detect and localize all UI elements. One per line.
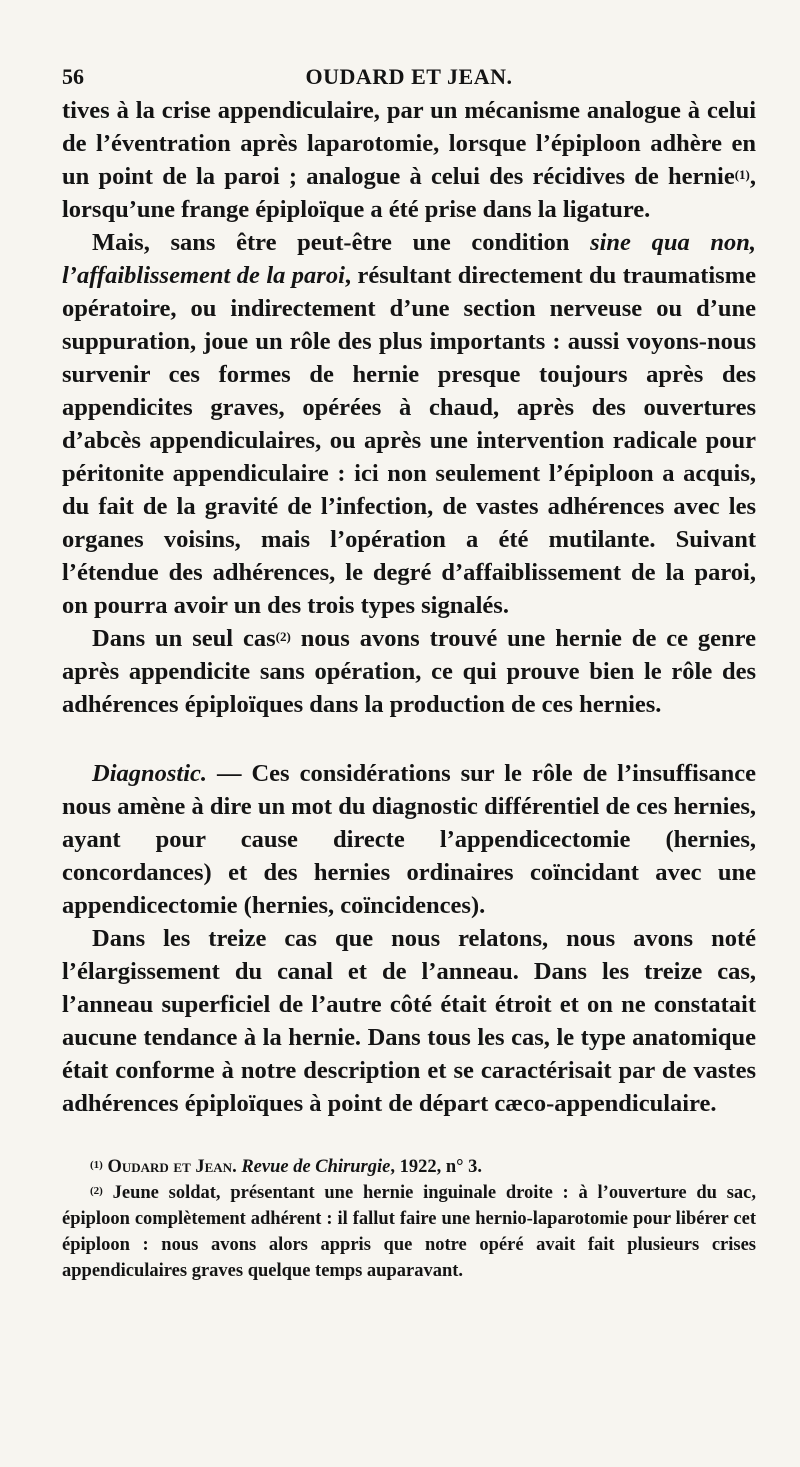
paragraph-5: Dans les treize cas que nous relatons, nous avons noté l’élargissement du canal et de l’anneau. Dans les treize cas, l’anneau superficiel de l’autre côté était étroit et on ne constatait aucune tendance à la hernie. Dans tous les cas, le type anatomique était conforme à notre description et se caractérisait par de vastes adhérences épiploïques à point de départ cæco-appendiculaire. [62, 925, 756, 1117]
body-text [62, 94, 756, 1120]
paragraph-1-end: , lorsqu’une frange épiploïque a été prise dans la ligature. [62, 163, 756, 223]
footnote-1 [62, 1154, 756, 1180]
paragraph-1 [62, 94, 756, 226]
footnote-2 [62, 1180, 756, 1284]
paragraph-2-italic: sine qua non, l’affaiblissement de la paroi [62, 229, 757, 289]
footnote-2-mark: (2) [90, 1185, 103, 1197]
running-head: OUDARD ET JEAN. [305, 64, 513, 89]
footnote-ref-2: (2) [275, 629, 291, 644]
paragraph-2-end: , résultant directement du traumatisme opératoire, ou indirectement d’une section nerveuse ou d’une suppuration, joue un rôle des plus importants : aussi voyons-nous survenir ces formes de hernie presque toujours après des appendicites graves, opérées à chaud, après des ouvertures d’abcès appendiculaires, ou après une intervention radicale pour péritonite appendiculaire : ici non seulement l’épiploon a acquis, du fait de la gravité de l’infection, de vastes adhérences avec les organes voisins, mais l’opération a été mutilante. Suivant l’étendue des adhérences, le degré d’affaiblissement de la paroi, on pourra avoir un des trois types signalés. [62, 262, 756, 619]
paragraph-3-start: Dans un seul cas [92, 625, 276, 652]
paragraph-diagnostic-text: — Ces considérations sur le rôle de l’insuffisance nous amène à dire un mot du diagnostic différentiel de ces hernies, ayant pour cause directe l’appendicectomie (hernies, concordances) et des hernies ordinaires coïncidant avec une appendicectomie (hernies, coïncidences). [62, 760, 756, 919]
paragraph-3-end: nous avons trouvé une hernie de ce genre après appendicite sans opération, ce qui prouve bien le rôle des adhérences épiploïques dans la production de ces hernies. [62, 625, 756, 718]
footnotes [62, 1154, 756, 1284]
footnote-1-journal: Revue de Chirurgie [241, 1157, 391, 1177]
book-page [62, 58, 756, 1284]
page-header [62, 58, 756, 94]
page-number: 56 [62, 64, 84, 89]
paragraph-1-text: tives à la crise appendiculaire, par un mécanisme analogue à celui de l’éventration après laparotomie, lorsque l’épiploon adhère en un point de la paroi ; analogue à celui des récidives de hernie [62, 97, 756, 190]
section-heading-diagnostic: Diagnostic. [92, 760, 208, 787]
footnote-ref-1: (1) [734, 167, 750, 182]
paragraph-2-start: Mais, sans être peut-être une condition [92, 229, 591, 256]
footnote-1-mark: (1) [90, 1159, 103, 1171]
paragraph-3 [62, 622, 756, 721]
footnote-2-text: Jeune soldat, présentant une hernie inguinale droite : à l’ouverture du sac, épiploon complètement adhérent : il fallut faire une hernio-laparotomie pour libérer cet épiploon : nous avons alors appris que notre opéré avait fait plusieurs crises appendiculaires graves quelque temps auparavant. [62, 1183, 756, 1281]
footnote-1-authors: Oudard et Jean. [107, 1157, 237, 1177]
footnote-1-end: , 1922, n° 3. [390, 1157, 483, 1177]
paragraph-2 [62, 226, 756, 622]
paragraph-diagnostic [62, 757, 756, 922]
